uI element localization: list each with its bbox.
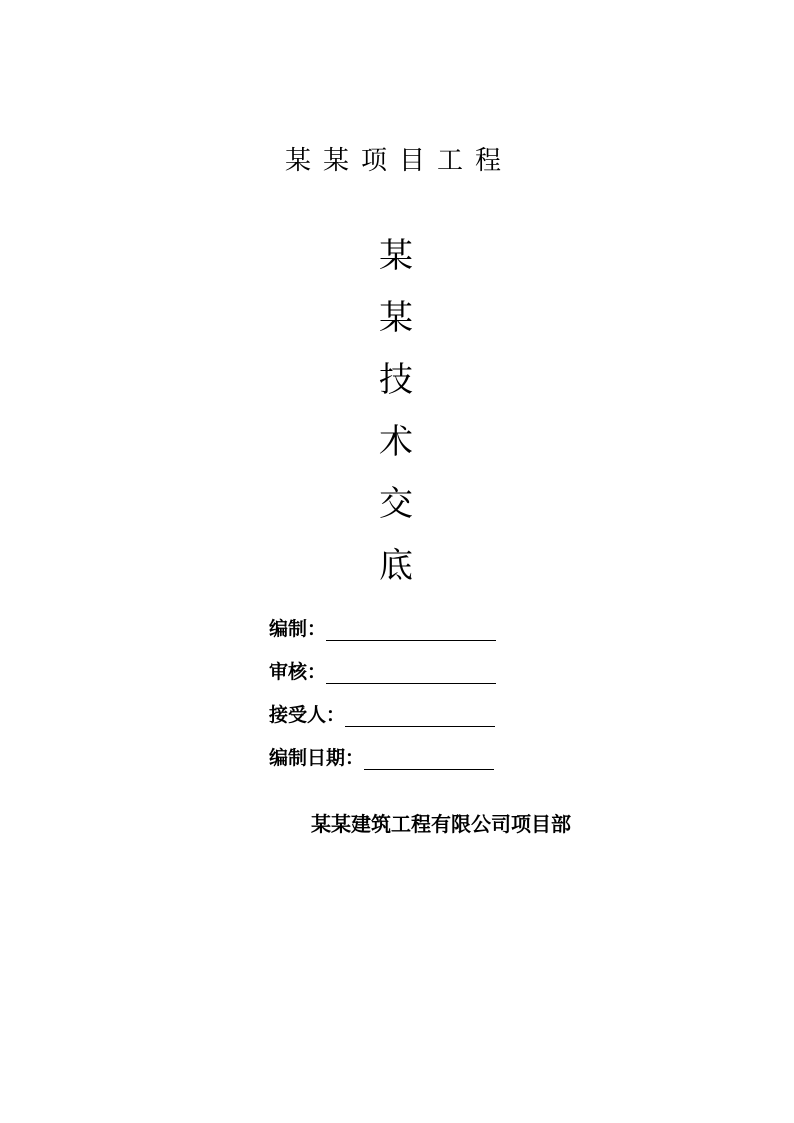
document-title-vertical	[368, 225, 424, 597]
field-label: 审核：	[269, 661, 327, 683]
signature-form	[269, 598, 529, 770]
field-label: 接受人：	[269, 704, 346, 726]
reviewer-blank-line[interactable]	[326, 659, 496, 684]
title-char: 某	[379, 298, 413, 338]
field-compile-date	[269, 727, 529, 770]
title-char: 交	[379, 484, 413, 524]
field-recipient	[269, 684, 529, 727]
project-title: 某某项目工程	[284, 146, 513, 176]
title-char: 某	[379, 236, 413, 276]
recipient-blank-line[interactable]	[345, 702, 495, 727]
compile-date-blank-line[interactable]	[364, 745, 494, 770]
company-name: 某某建筑工程有限公司项目部	[311, 812, 571, 836]
field-reviewer	[269, 641, 529, 684]
compiler-blank-line[interactable]	[326, 616, 496, 641]
title-char: 技	[379, 360, 413, 400]
title-char: 术	[379, 422, 413, 462]
field-label: 编制：	[269, 618, 327, 640]
title-char: 底	[379, 546, 413, 586]
field-compiler	[269, 598, 529, 641]
field-label: 编制日期：	[269, 747, 365, 769]
